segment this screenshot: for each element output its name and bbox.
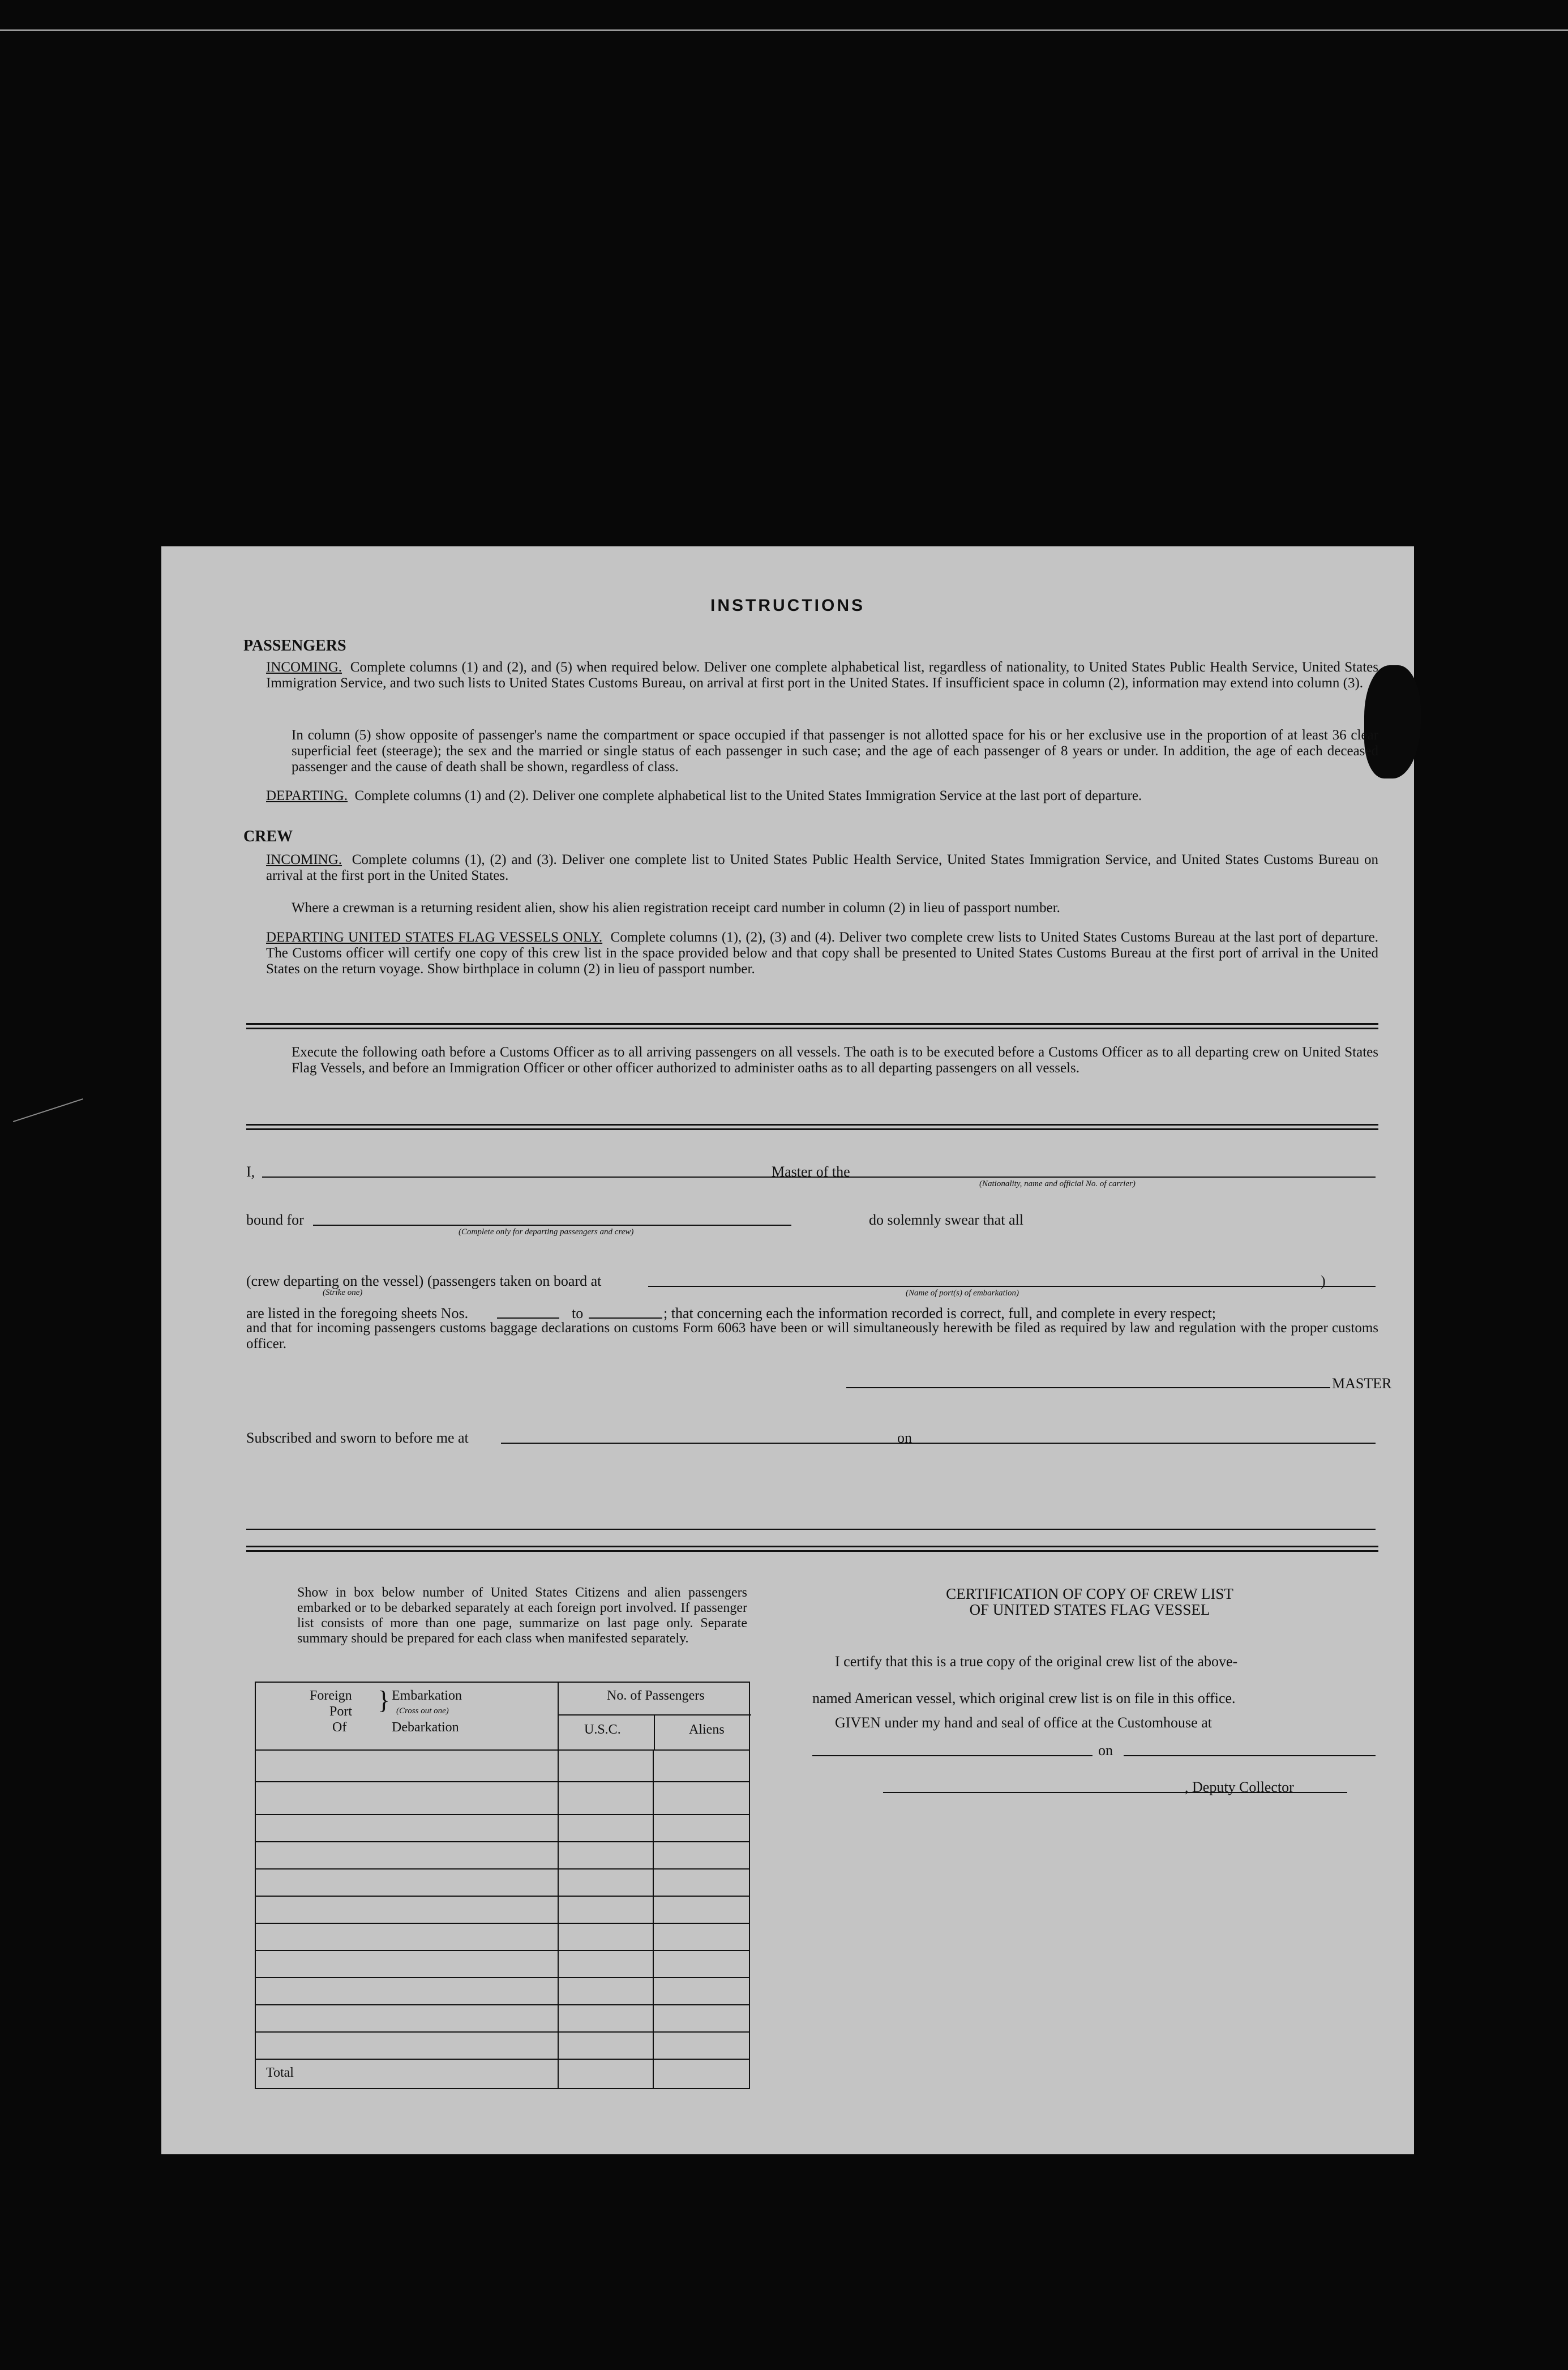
oath-swear: do solemnly swear that all	[869, 1212, 1023, 1228]
column-divider	[558, 1749, 559, 2088]
crew-heading: CREW	[243, 828, 293, 845]
divider	[246, 1546, 1378, 1547]
cross-out-caption: (Cross out one)	[396, 1706, 449, 1716]
oath-intro: Execute the following oath before a Customs Officer as to all arriving passengers on all vessels. The oath is to be executed before a Customs Officer as to all departing crew on United States Flag Vessels, and before an Immigration Officer or other officer authorized to administer oaths as to all departing passengers on all vessels.	[292, 1045, 1378, 1076]
certification-date-field[interactable]	[1124, 1755, 1376, 1756]
oath-listed-prefix: are listed in the foregoing sheets Nos.	[246, 1305, 469, 1321]
port-label: Port	[329, 1704, 353, 1719]
strike-one-caption: (Strike one)	[323, 1288, 363, 1297]
crew-departing-label: DEPARTING UNITED STATES FLAG VESSELS ONLY.	[266, 930, 603, 945]
table-row	[256, 2005, 749, 2033]
close-paren: )	[1321, 1273, 1326, 1289]
divider	[246, 1028, 1378, 1029]
table-row	[256, 1782, 749, 1815]
table-row	[256, 1870, 749, 1897]
total-label: Total	[266, 2065, 294, 2080]
film-scratch	[13, 1098, 83, 1122]
table-row	[256, 2033, 749, 2060]
summary-instructions: Show in box below number of United States Citizens and alien passengers embarked or to be debarked separately at each foreign port involved. If passenger list consists of more than one page, summarize on last page only. Separate summary should be prepared for each class when manifested separately.	[297, 1585, 747, 1646]
crew-departing	[266, 930, 1378, 977]
table-row	[256, 1749, 749, 1782]
column-divider	[653, 1749, 654, 2088]
oath-to-label: to	[572, 1305, 584, 1321]
crew-incoming-text: Complete columns (1), (2) and (3). Deliver one complete list to United States Public Health Service, United States Immigration Service, and United States Customs Bureau on arrival at the first port in the United States.	[266, 852, 1378, 883]
crew-resident: Where a crewman is a returning resident alien, show his alien registration receipt card number in column (2) in lieu of passport number.	[292, 900, 1060, 916]
passengers-heading: PASSENGERS	[243, 637, 346, 654]
oath-listed-rest: and that for incoming passengers customs baggage declarations on customs Form 6063 have been or will simultaneously herewith be filed as required by law and regulation with the proper customs officer.	[246, 1320, 1378, 1351]
divider	[246, 1128, 1378, 1130]
table-row	[256, 1924, 749, 1951]
divider	[246, 1124, 1378, 1126]
no-passengers-label: No. of Passengers	[607, 1688, 705, 1703]
usc-label: U.S.C.	[584, 1722, 621, 1737]
table-row	[256, 1978, 749, 2005]
document-page	[161, 546, 1414, 2154]
film-edge-line	[0, 29, 1568, 31]
oath-crew-departing: (crew departing on the vessel) (passengers taken on board at	[246, 1273, 602, 1289]
officer-signature-line[interactable]	[246, 1529, 1376, 1530]
certification-given: GIVEN under my hand and seal of office at the Customhouse at	[835, 1714, 1212, 1731]
sheet-to-field[interactable]	[589, 1317, 662, 1319]
foreign-label: Foreign	[310, 1688, 352, 1703]
bound-for-field[interactable]	[313, 1225, 791, 1226]
subscribed-text: Subscribed and sworn to before me at	[246, 1430, 469, 1446]
deputy-collector-label: , Deputy Collector	[1185, 1779, 1294, 1795]
passengers-incoming-text: Complete columns (1) and (2), and (5) when required below. Deliver one complete alphabetical list, regardless of nationality, to United States Public Health Service, United States Immigration Service, and two such lists to United States Customs Bureau, on arrival at first port in the United States. If insufficient space in column (2), information may extend into column (3).	[266, 660, 1378, 691]
customhouse-place-field[interactable]	[812, 1755, 1093, 1756]
aliens-label: Aliens	[689, 1722, 725, 1737]
divider	[246, 1023, 1378, 1025]
certification-heading-2: OF UNITED STATES FLAG VESSEL	[969, 1601, 1210, 1618]
certification-heading-1: CERTIFICATION OF COPY OF CREW LIST	[946, 1585, 1233, 1602]
summary-table-body	[255, 1749, 750, 2089]
embarkation-label: Embarkation	[392, 1688, 462, 1703]
oath-bound-for: bound for	[246, 1212, 304, 1228]
departing-caption: (Complete only for departing passengers and crew)	[459, 1227, 634, 1237]
passengers-departing	[266, 788, 1378, 804]
passengers-header-cell	[558, 1682, 749, 1750]
brace-glyph: }	[378, 1685, 391, 1714]
passengers-incoming	[266, 660, 1378, 691]
passengers-column5: In column (5) show opposite of passenger's name the compartment or space occupied if that passenger is not allotted space for his or her exclusive use in the proportion of at least 36 clear superficial feet (steerage); the sex and the married or single status of each passenger in such case; and the age of each passenger of 8 years or under. In addition, the age of each deceased passenger and the cause of death shall be shown, regardless of class.	[292, 728, 1378, 775]
header-col-divider	[654, 1714, 655, 1751]
passengers-incoming-label: INCOMING.	[266, 660, 342, 675]
table-row	[256, 1951, 749, 1978]
subscribed-date-field[interactable]	[923, 1443, 1376, 1444]
certification-on-label: on	[1098, 1742, 1113, 1759]
crew-incoming	[266, 852, 1378, 884]
debarkation-label: Debarkation	[392, 1720, 459, 1735]
passengers-departing-text: Complete columns (1) and (2). Deliver one complete alphabetical list to the United States Immigration Service at the last port of departure.	[354, 788, 1142, 803]
table-row	[256, 1815, 749, 1842]
crew-incoming-label: INCOMING.	[266, 852, 342, 867]
certification-line-1: I certify that this is a true copy of the original crew list of the above-	[835, 1653, 1238, 1670]
subscribed-on-label: on	[897, 1430, 912, 1446]
page-title: INSTRUCTIONS	[710, 596, 865, 615]
table-row	[256, 1897, 749, 1924]
ports-caption: (Name of port(s) of embarkation)	[906, 1289, 1019, 1298]
master-label: MASTER	[1332, 1375, 1392, 1392]
nationality-caption: (Nationality, name and official No. of carrier)	[979, 1179, 1136, 1188]
master-signature-field[interactable]	[846, 1387, 1330, 1388]
of-label: Of	[332, 1720, 347, 1735]
carrier-field[interactable]	[866, 1177, 1376, 1178]
header-divider	[559, 1714, 751, 1716]
oath-master-of: Master of the	[772, 1163, 850, 1180]
oath-i-label: I,	[246, 1163, 255, 1180]
embarkation-port-field[interactable]	[648, 1286, 1376, 1287]
certification-line-2: named American vessel, which original crew list is on file in this office.	[812, 1690, 1236, 1706]
passenger-summary-table	[255, 1682, 750, 1751]
crew-departing-text: Complete columns (1), (2), (3) and (4). Deliver two complete crew lists to United States Customs Bureau at the last port of departure. The Customs officer will certify one copy of this crew list in the space provided below and that copy shall be presented to United States Customs Bureau at the first port of arrival in the United States on the return voyage. Show birthplace in column (2) in lieu of passport number.	[266, 930, 1379, 977]
table-row	[256, 1842, 749, 1870]
oath-listed-suffix: ; that concerning each the information recorded is correct, full, and complete in every respect;	[663, 1305, 1216, 1321]
port-header-cell	[255, 1682, 558, 1750]
passengers-departing-label: DEPARTING.	[266, 788, 348, 803]
divider	[246, 1550, 1378, 1552]
sheet-from-field[interactable]	[497, 1317, 559, 1319]
